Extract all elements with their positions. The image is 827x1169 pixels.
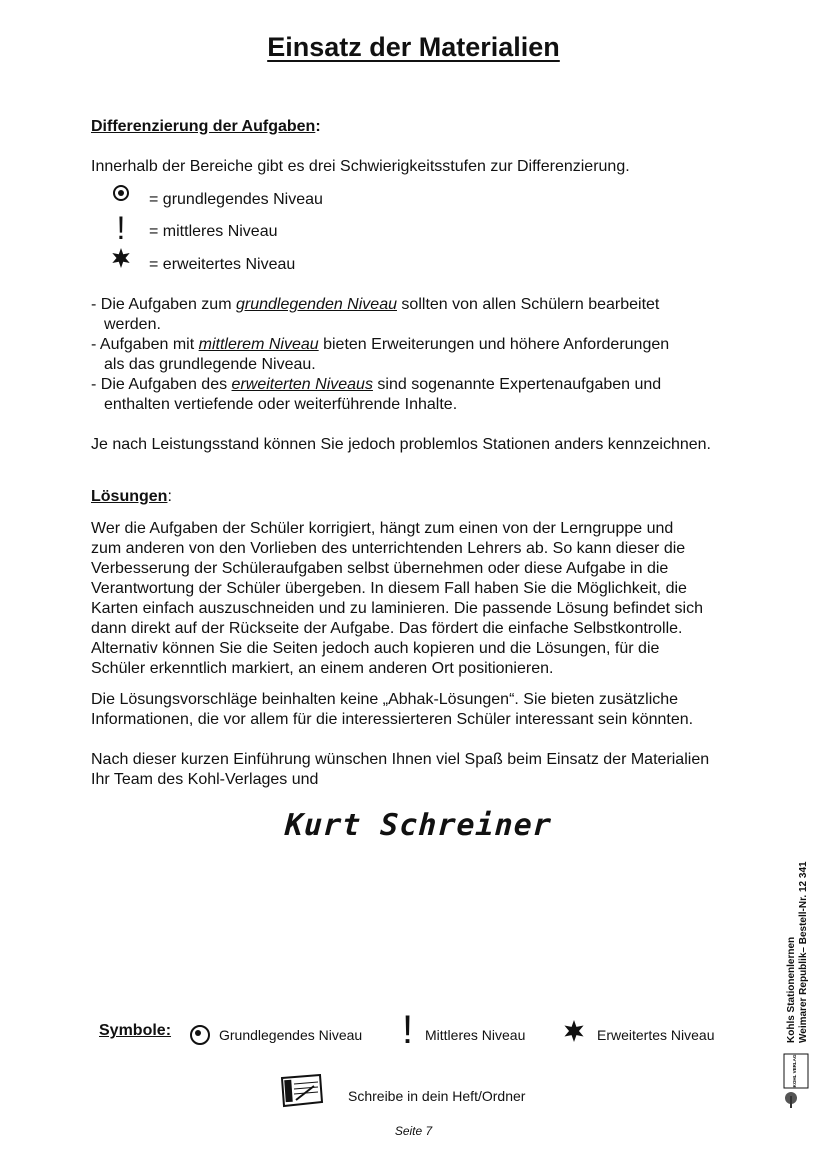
level-label-advanced: = erweitertes Niveau <box>149 256 296 273</box>
star-icon <box>563 1020 585 1047</box>
differenzierung-heading-text: Differenzierung der Aufgaben <box>91 118 316 135</box>
page-number: Seite 7 <box>394 1124 433 1138</box>
symbol-label-basic: Grundlegendes Niveau <box>219 1027 363 1043</box>
differenzierung-heading <box>91 118 321 136</box>
side-line-1: Kohls Stationenlernen <box>786 936 797 1043</box>
symbol-label-advanced: Erweitertes Niveau <box>597 1027 715 1043</box>
circle-dot-icon <box>190 1025 210 1050</box>
loesungen-heading-colon: : <box>167 488 172 505</box>
symbol-label-medium: Mittleres Niveau <box>425 1027 526 1043</box>
bullet-medium: - Aufgaben mit mittlerem Niveau bieten Erweiterungen und höhere Anforderungen <box>91 336 670 353</box>
loesungen-heading <box>91 488 172 506</box>
notebook-label: Schreibe in dein Heft/Ordner <box>348 1088 526 1104</box>
side-publication-info <box>786 823 816 1043</box>
bullet-advanced-line2: enthalten vertiefende oder weiterführende Inhalte. <box>104 396 458 413</box>
side-line-2: Weimarer Republik– Bestell-Nr. 12 341 <box>798 861 809 1043</box>
page-title: Einsatz der Materialien <box>267 32 560 62</box>
exclamation-icon: ! <box>116 210 126 246</box>
bullet-basic-line2: werden. <box>104 316 161 333</box>
differenzierung-heading-colon: : <box>315 118 321 135</box>
bullet-advanced: - Die Aufgaben des erweiterten Niveaus sind sogenannte Expertenaufgaben und <box>91 376 662 393</box>
differenzierung-intro: Innerhalb der Bereiche gibt es drei Schwierigkeitsstufen zur Differenzierung. <box>91 158 630 175</box>
loesungen-paragraph-2: Die Lösungsvorschläge beinhalten keine „Abhak-Lösungen“. Sie bieten zusätzliche Informationen, die vor allem für die interessierteren Schüler interessant sein könnten. <box>91 691 694 728</box>
closing-text: Nach dieser kurzen Einführung wünschen Ihnen viel Spaß beim Einsatz der Materialien Ihr Team des Kohl-Verlages und <box>91 751 710 788</box>
signature: Kurt Schreiner <box>284 808 553 843</box>
differenzierung-note: Je nach Leistungsstand können Sie jedoch problemlos Stationen anders kennzeichnen. <box>91 436 711 453</box>
star-icon <box>110 248 132 273</box>
notebook-icon <box>280 1074 324 1113</box>
bullet-medium-line2: als das grundlegende Niveau. <box>104 356 316 373</box>
level-label-medium: = mittleres Niveau <box>149 223 278 240</box>
symbole-heading: Symbole: <box>99 1022 172 1039</box>
bullet-basic: - Die Aufgaben zum grundlegenden Niveau sollten von allen Schülern bearbeitet <box>91 296 660 313</box>
exclamation-icon: ! <box>402 1008 414 1052</box>
level-label-basic: = grundlegendes Niveau <box>149 191 323 208</box>
loesungen-heading-text: Lösungen <box>91 488 168 505</box>
svg-text:KOHL VERLAG: KOHL VERLAG <box>792 1054 797 1088</box>
circle-dot-icon <box>110 185 132 206</box>
kohl-verlag-logo <box>782 1052 810 1113</box>
loesungen-paragraph-1: Wer die Aufgaben der Schüler korrigiert, hängt zum einen von der Lerngruppe und zum anderen von den Vorlieben des unterrichtenden Lehrers ab. So kann dieser die Verbesserung der Schüleraufgaben selbst übernehmen oder diese Aufgabe in die Verantwortung der Schüler übergeben. In diesem Fall haben Sie die Möglichkeit, die Karten einfach auszuschneiden und zu laminieren. Die passende Lösung befindet sich dann direkt auf der Rückseite der Aufgabe. Das fördert die einfache Selbstkontrolle. Alternativ können Sie die Seiten jedoch auch kopieren und die Lösungen, für die Schüler erkenntlich markiert, an einem anderen Ort positionieren. <box>91 520 703 677</box>
